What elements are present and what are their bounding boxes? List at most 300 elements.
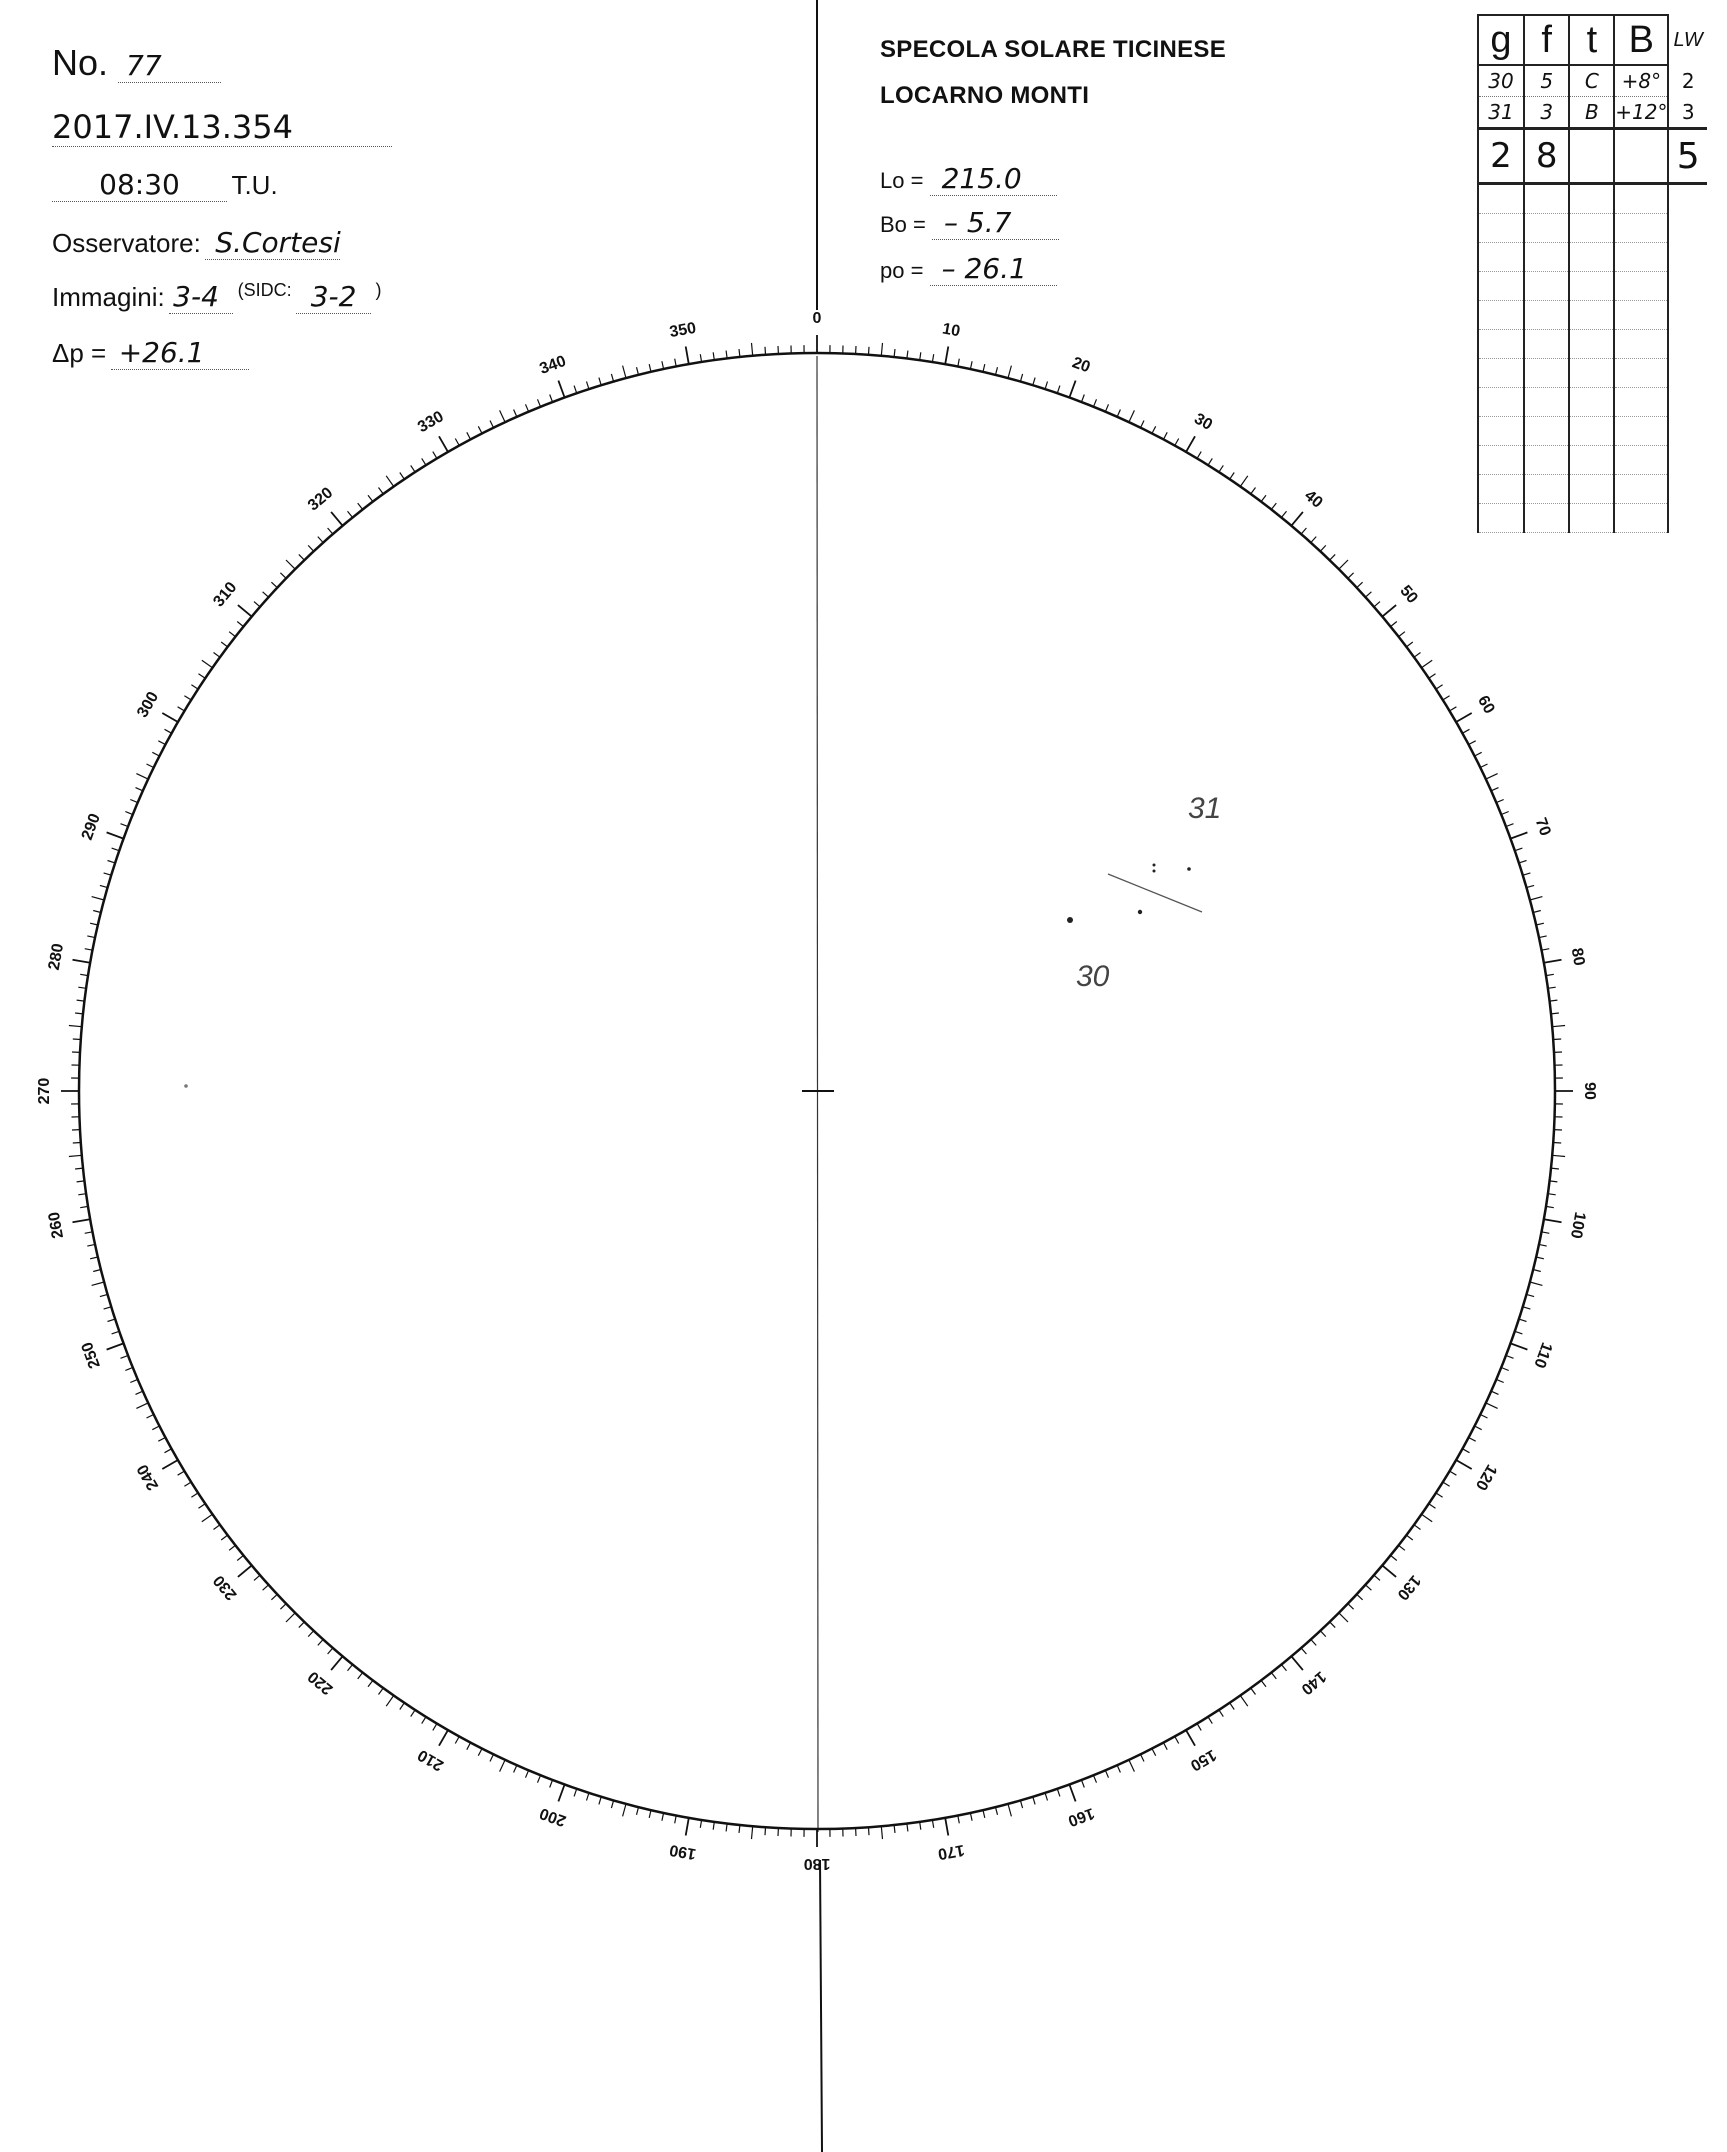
scale-tick [649,1810,651,1818]
scale-tick [1197,452,1201,459]
scale-tick [1008,366,1011,379]
group-31-axis [1108,874,1202,912]
degree-label: 350 [668,319,698,342]
scale-tick [1320,545,1326,551]
scale-tick [1541,949,1549,951]
scale-tick [1544,960,1562,963]
scale-tick [996,367,998,375]
scale-tick [765,347,766,355]
scale-tick [700,354,701,362]
scale-tick [1208,1717,1212,1724]
scale-tick [558,1785,564,1802]
scale-tick [996,1807,998,1815]
group-label-30: 30 [1076,960,1110,993]
degree-label: 120 [1471,1461,1500,1493]
scale-tick [1374,1575,1380,1580]
scale-tick [271,582,277,588]
scale-tick [1281,1665,1286,1671]
scale-tick [1548,987,1556,988]
scale-tick [587,1793,589,1801]
scale-tick [500,410,506,422]
scale-tick [490,1754,494,1761]
scale-tick [221,642,227,647]
scale-tick [136,788,143,791]
scale-tick [1533,1270,1541,1272]
scale-tick [1105,404,1108,411]
scale-tick [1544,1219,1562,1222]
degree-label: 260 [45,1210,68,1240]
scale-tick [526,1770,529,1777]
scale-tick [1261,1680,1266,1686]
scale-tick [202,1514,213,1522]
scale-tick [77,1000,85,1001]
scale-tick [1546,1206,1554,1207]
scale-tick [1261,495,1266,501]
scale-tick [125,1368,132,1371]
degree-label: 340 [537,352,569,378]
degree-label: 170 [936,1840,966,1863]
degree-label: 70 [1531,815,1554,839]
scale-tick [280,1604,286,1610]
scale-tick [1523,873,1531,875]
scale-tick [422,1717,426,1724]
scale-tick [1551,1168,1559,1169]
scale-tick [87,1244,95,1246]
scale-tick [599,378,601,386]
scale-tick [1219,465,1223,472]
scale-tick [104,873,112,875]
scale-tick [958,359,960,367]
observer-value: S.Cortesi [205,226,340,260]
header-g: g [1478,15,1524,65]
scale-tick [739,349,740,357]
degree-label: 310 [210,578,241,611]
scale-tick [136,1403,148,1409]
degree-label: 0 [812,310,822,328]
degree-label: 20 [1069,354,1093,377]
scale-tick [587,382,589,390]
scale-tick [1117,1765,1120,1772]
degree-label: 160 [1065,1804,1097,1830]
scale-tick [87,936,95,938]
sidc-label: (SIDC: [237,280,292,300]
scale-tick [1414,1525,1420,1530]
degree-label: 330 [415,408,447,437]
scale-tick [328,1648,333,1654]
scale-tick [130,800,137,803]
scale-tick [1501,812,1508,815]
scale-tick [1523,1307,1531,1309]
scale-tick [238,1565,252,1577]
scale-tick [1251,488,1256,494]
scale-tick [881,1826,882,1839]
scale-tick [1020,1800,1022,1808]
scale-tick [514,1765,517,1772]
scale-tick [869,1827,870,1835]
scale-tick [433,1724,437,1731]
scale-tick [1506,824,1514,827]
scale-tick [93,1270,101,1272]
scale-tick [165,729,172,733]
scale-tick [675,359,677,367]
scale-tick [611,1800,613,1808]
scale-tick [1501,1368,1508,1371]
scale-tick [675,1815,677,1823]
scale-tick [1374,602,1380,607]
scale-tick [599,1797,601,1805]
scale-tick [147,764,154,768]
scale-tick [1301,528,1306,534]
scale-tick [1082,395,1085,403]
degree-label: 90 [1580,1082,1598,1100]
scale-tick [1530,897,1543,900]
scale-tick [85,949,93,951]
scale-tick [92,1282,105,1285]
scale-tick [945,347,948,365]
scale-tick [299,1622,305,1628]
scale-tick [318,1639,323,1645]
scale-tick [455,1737,459,1744]
row-f: 3 [1524,97,1570,129]
scale-tick [1511,1343,1528,1349]
time-value: 08:30 [52,168,227,202]
scale-tick [550,1780,553,1788]
scale-tick [308,1631,314,1637]
scale-tick [411,465,415,472]
scale-tick [478,426,482,433]
scale-tick [1045,382,1047,390]
total-f: 8 [1524,129,1570,184]
total-lw: 5 [1668,129,1707,184]
scale-tick [1281,511,1286,517]
scale-tick [1175,439,1179,446]
scale-tick [1546,974,1554,975]
scale-tick [112,848,120,851]
scale-tick [108,1319,116,1321]
scale-tick [1463,1449,1470,1453]
scale-tick [538,1775,541,1782]
delta-p-label: Δp = [52,338,107,368]
sunspot [1153,864,1156,867]
scale-tick [125,812,132,815]
scale-tick [478,1749,482,1756]
sidc-close: ) [375,280,382,300]
scale-tick [649,364,651,372]
scale-tick [85,1232,93,1234]
scale-tick [348,1665,353,1671]
date-value: 2017.IV.13.354 [52,108,392,147]
degree-label: 270 [36,1077,54,1105]
scale-tick [1382,605,1396,617]
scale-tick [1496,800,1503,803]
scale-tick [90,923,98,925]
scale-tick [1152,1749,1156,1756]
scale-tick [1550,1000,1558,1001]
scale-tick [1550,1181,1558,1182]
scale-tick [254,1575,260,1580]
total-g: 2 [1478,129,1524,184]
scale-tick [574,386,577,394]
row-g: 30 [1478,65,1524,97]
scale-tick [662,361,664,369]
scale-tick [574,1789,577,1797]
scale-tick [237,622,243,627]
scale-tick [1330,554,1336,560]
scale-tick [318,537,323,543]
scale-tick [894,349,895,357]
scale-tick [1117,410,1120,417]
scale-tick [1414,653,1420,658]
images-value: 3-4 [169,280,233,314]
degree-label: 190 [668,1840,698,1863]
scale-tick [1551,1013,1559,1014]
degree-label: 30 [1191,410,1216,434]
scale-tick [1486,774,1498,780]
scale-tick [726,1824,727,1832]
scale-tick [1491,1391,1498,1394]
scale-tick [623,366,626,379]
scale-tick [1399,1545,1405,1550]
scale-tick [526,404,529,411]
scale-tick [455,439,459,446]
row-B: +12° [1614,97,1668,129]
scale-tick [1069,381,1075,398]
scale-tick [136,1391,143,1394]
scale-tick [184,1482,191,1486]
scale-tick [1271,1673,1276,1679]
scale-tick [932,354,933,362]
scale-tick [1443,1482,1450,1486]
scale-tick [271,1594,277,1600]
header-t: t [1569,15,1614,65]
scale-tick [178,707,185,711]
scale-tick [1082,1780,1085,1788]
scale-tick [1094,399,1097,406]
scale-tick [107,1343,124,1349]
degree-label: 100 [1566,1210,1589,1240]
scale-tick [1391,1555,1397,1560]
scale-tick [238,605,252,617]
degree-label: 280 [45,942,68,972]
scale-tick [386,476,394,487]
scale-tick [945,1818,948,1836]
scale-tick [1436,685,1443,689]
scale-tick [1311,537,1316,543]
p0-value: – 26.1 [930,252,1057,286]
scale-tick [907,1824,908,1832]
scale-tick [1382,1565,1396,1577]
degree-label: 230 [210,1571,241,1604]
scale-tick [558,381,564,398]
scale-tick [958,1815,960,1823]
scale-tick [280,573,286,579]
scale-tick [1175,1737,1179,1744]
scale-tick [1422,660,1433,668]
scale-tick [467,432,471,439]
header-B: B [1614,15,1668,65]
scale-tick [1141,1754,1145,1761]
observatory-name: SPECOLA SOLARE TICINESE [880,36,1227,63]
scale-tick [1429,674,1436,679]
scale-tick [1339,560,1348,569]
scale-tick [490,421,494,428]
scale-tick [100,1294,108,1296]
scale-tick [686,1818,689,1836]
scale-tick [662,1813,664,1821]
scale-tick [80,1206,88,1207]
scale-tick [229,632,235,637]
scale-tick [104,1307,112,1309]
scale-tick [1436,1493,1443,1497]
scale-tick [1486,1403,1498,1409]
scale-tick [1552,1026,1565,1027]
scale-tick [1069,1785,1075,1802]
scale-tick [1311,1639,1316,1645]
scale-tick [1045,1793,1047,1801]
scale-tick [611,374,613,382]
scale-tick [514,410,517,417]
scale-tick [263,1585,269,1590]
scale-tick [191,685,198,689]
degree-label: 240 [134,1461,163,1493]
scale-tick [1536,923,1544,925]
scale-tick [136,774,148,780]
scale-tick [983,364,985,372]
vertical-axis-bottom [820,1860,822,2152]
scale-tick [1365,592,1371,597]
degree-label: 320 [304,484,337,515]
scale-tick [191,1493,198,1497]
scale-tick [92,897,105,900]
scale-tick [162,1460,178,1469]
scale-tick [379,1688,384,1694]
scale-tick [1541,1232,1549,1234]
scale-tick [1357,582,1363,588]
scale-tick [75,1168,83,1169]
scale-tick [112,1331,120,1334]
scale-tick [467,1743,471,1750]
L0-value: 215.0 [930,162,1057,196]
scale-tick [713,352,714,360]
scale-tick [308,545,314,551]
scale-tick [1480,764,1487,768]
scale-tick [69,1155,82,1156]
scale-tick [263,592,269,597]
scale-tick [379,488,384,494]
scale-tick [152,1426,159,1430]
scale-tick [199,674,206,679]
pen-mark [184,1084,188,1088]
scale-tick [1357,1594,1363,1600]
scale-tick [1456,1460,1472,1469]
scale-tick [1033,378,1035,386]
row-t: C [1569,65,1614,97]
sidc-value: 3-2 [296,280,371,314]
scale-tick [286,1613,295,1622]
scale-tick [1339,1613,1348,1622]
scale-tick [1230,473,1235,480]
scale-tick [1553,1143,1561,1144]
scale-tick [726,351,727,359]
scale-tick [214,653,220,658]
sunspot [1187,867,1191,871]
scale-tick [1450,707,1457,711]
degree-label: 250 [78,1339,104,1371]
scale-tick [920,352,921,360]
scale-tick [1519,1319,1527,1321]
scale-tick [1480,1415,1487,1419]
scale-tick [1129,410,1135,422]
sunspot [1153,870,1156,873]
scale-tick [686,347,689,365]
scale-tick [1450,1471,1457,1475]
scale-tick [100,885,108,887]
scale-tick [1422,1514,1433,1522]
scale-tick [152,752,159,756]
scale-tick [1291,1656,1303,1670]
scale-tick [637,1807,639,1815]
scale-tick [158,1438,165,1442]
scale-tick [1129,1760,1135,1772]
degree-label: 60 [1474,692,1498,717]
scale-tick [739,1825,740,1833]
scale-tick [623,1804,626,1817]
scale-tick [1515,848,1523,851]
scale-tick [1548,1194,1556,1195]
scale-tick [700,1820,701,1828]
scale-tick [1539,1244,1547,1246]
scale-tick [400,1703,405,1710]
scale-tick [400,473,405,480]
scale-tick [1469,741,1476,745]
scale-tick [894,1825,895,1833]
scale-tick [1057,1789,1060,1797]
scale-tick [637,367,639,375]
scale-tick [550,395,553,403]
row-B: +8° [1614,65,1668,97]
degree-label: 150 [1187,1745,1219,1774]
scale-tick [1240,476,1248,487]
scale-tick [439,436,448,452]
scale-tick [1291,512,1303,526]
group-label-31: 31 [1188,792,1222,825]
scale-tick [73,960,91,963]
scale-tick [229,1545,235,1550]
scale-tick [1406,1535,1412,1540]
scale-tick [1533,911,1541,913]
sunspot [1138,910,1142,914]
number-label-text: No. [52,42,109,83]
scale-tick [121,824,129,827]
scale-tick [1391,622,1397,627]
scale-tick [433,452,437,459]
scale-tick [1094,1775,1097,1782]
scale-tick [1539,936,1547,938]
degree-label: 220 [304,1667,337,1698]
scale-tick [1506,1356,1514,1359]
scale-tick [254,602,260,607]
scale-tick [78,987,86,988]
scale-tick [368,495,373,501]
scale-tick [348,511,353,517]
scale-tick [907,351,908,359]
scale-tick [1552,1155,1565,1156]
scale-tick [983,1810,985,1818]
sunspot [1067,917,1073,923]
scale-tick [1553,1039,1561,1040]
scale-tick [1186,436,1195,452]
scale-tick [1496,1379,1503,1382]
